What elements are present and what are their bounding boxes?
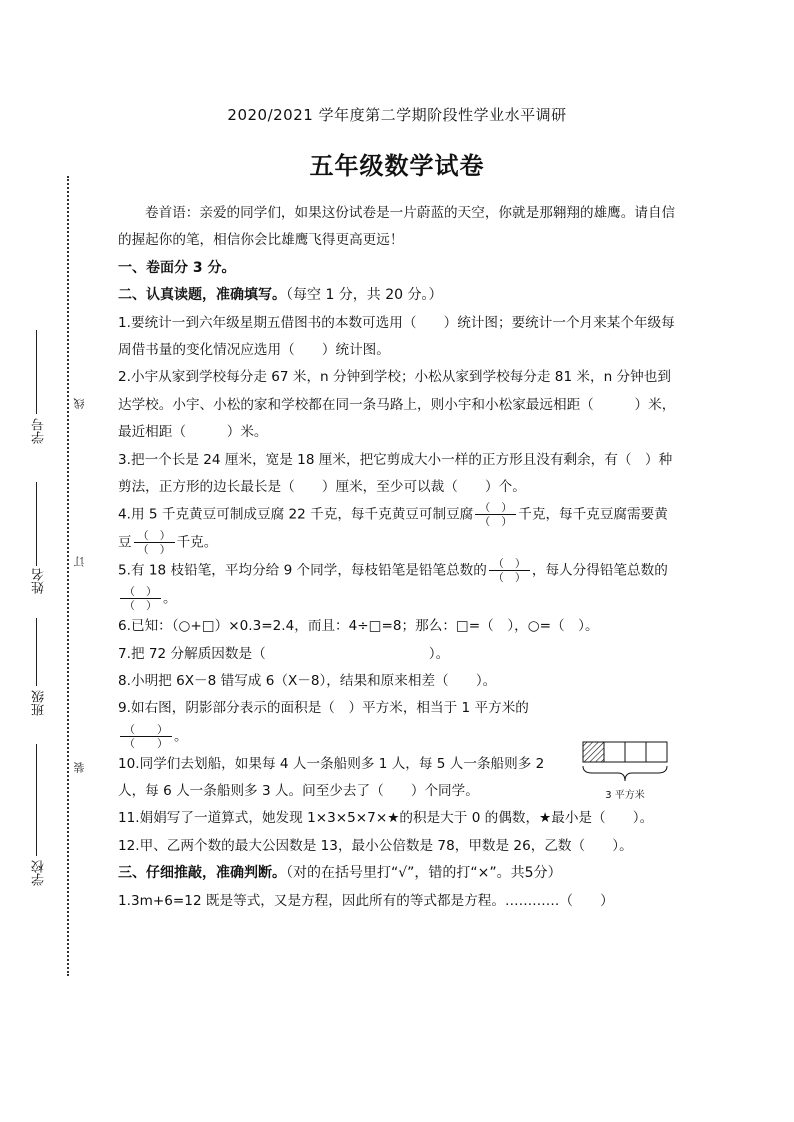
class-line [36, 618, 37, 686]
section-3-heading [118, 860, 678, 887]
section-2-note: （每空 1 分，共 20 分。） [286, 287, 443, 304]
fraction-numerator-blank: （ ） [120, 723, 172, 737]
fraction-numerator-blank: （ ） [134, 529, 175, 543]
question-5 [118, 557, 678, 613]
question-9 [118, 695, 568, 750]
cell [646, 742, 667, 762]
q9-figure-caption: 3 平方米 [605, 790, 645, 801]
margin-line-char: 线 [73, 398, 86, 409]
fraction-denominator-blank: （ ） [124, 736, 168, 750]
question-7: 7.把 72 分解质因数是（ ）。 [118, 645, 450, 662]
fraction-denominator-blank: （ ） [137, 543, 171, 557]
q9-part2: 。 [174, 728, 188, 745]
margin-bind-char: 订 [73, 556, 86, 567]
q5-part2: ，每人分得铅笔总数的 [531, 562, 668, 579]
exam-subtitle: 2020/2021 学年度第二学期阶段性学业水平调研 [227, 106, 567, 124]
q4-part3: 千克。 [176, 534, 218, 551]
fraction-numerator-blank: （ ） [120, 585, 161, 599]
school-line [36, 744, 37, 856]
name-line [36, 482, 37, 566]
fraction-numerator-blank: （ ） [489, 557, 530, 571]
q5-fraction-1 [489, 557, 530, 584]
shaded-cell [583, 742, 604, 762]
name-label: 姓名 [32, 568, 47, 594]
school-label: 学校 [32, 860, 47, 886]
fraction-numerator-blank: （ ） [475, 501, 516, 515]
q5-fraction-2 [120, 585, 161, 612]
q9-area-figure [582, 741, 668, 785]
exam-title: 五年级数学试卷 [309, 152, 485, 180]
class-label: 班级 [32, 690, 47, 716]
question-10: 10.同学们去划船，如果每 4 人一条船则多 1 人，每 5 人一条船则多 2 人，每 6 人一条船则多 3 人。问至少去了（ ）个同学。 [118, 755, 545, 800]
q4-fraction-1 [475, 501, 516, 528]
judgement-1: 1.3m+6=12 既是等式，又是方程，因此所有的等式都是方程。…………（ ） [118, 892, 614, 909]
section-1-heading: 一、卷面分 3 分。 [118, 259, 236, 276]
question-6: 6.已知：（○+□）×0.3=2.4，而且：4÷□=8；那么：□=（ ），○=（ ）。 [118, 618, 599, 635]
binding-dotted-line [67, 176, 69, 976]
fraction-denominator-blank: （ ） [124, 599, 157, 613]
question-8: 8.小明把 6X－8 错写成 6（X－8），结果和原来相差（ ）。 [118, 672, 497, 689]
section-3-label: 三、仔细推敲，准确判断。 [118, 865, 286, 882]
section-3-note: （对的在括号里打“√”，错的打“×”。共5分） [286, 865, 562, 882]
question-2: 2.小宇从家到学校每分走 67 米，n 分钟到学校；小松从家到学校每分走 81 米，n 分钟也到达学校。小宇、小松的家和学校都在同一条马路上，则小宇和小松家最远相距（ ）米，最近相距（ ）米。 [118, 369, 676, 441]
q9-fraction [120, 723, 172, 750]
student-no-line [36, 330, 37, 414]
section-2-label: 二、认真读题，准确填写。 [118, 287, 286, 304]
q5-part1: 5.有 18 枝铅笔，平均分给 9 个同学，每枝铅笔是铅笔总数的 [118, 562, 487, 579]
q4-part1: 4.用 5 千克黄豆可制成豆腐 22 千克，每千克黄豆可制豆腐 [118, 506, 474, 523]
q4-part2: 千克，每千克豆腐需要黄豆 [118, 506, 668, 551]
intro-text: 卷首语：亲爱的同学们，如果这份试卷是一片蔚蓝的天空，你就是那翱翔的雄鹰。请自信的握起你的笔，相信你会比雄鹰飞得更高更远！ [118, 205, 676, 249]
question-12: 12.甲、乙两个数的最大公因数是 13，最小公倍数是 78，甲数是 26，乙数（ ）。 [118, 837, 633, 854]
q5-part3: 。 [163, 590, 177, 607]
question-4 [118, 501, 678, 557]
exam-content [118, 200, 678, 915]
q4-fraction-2 [134, 529, 175, 556]
fraction-denominator-blank: （ ） [492, 571, 526, 585]
brace [583, 766, 667, 781]
fraction-denominator-blank: （ ） [479, 515, 513, 529]
question-1: 1.要统计一到六年级星期五借图书的本数可选用（ ）统计图；要统计一个月来某个年级每周借书量的变化情况应选用（ ）统计图。 [118, 314, 675, 359]
cell [625, 742, 646, 762]
cell [604, 742, 625, 762]
q9-part1: 9.如右图，阴影部分表示的面积是（ ）平方米，相当于 1 平方米的 [118, 700, 529, 717]
student-no-label: 学号 [32, 418, 47, 444]
section-2-heading [118, 282, 678, 309]
question-3: 3.把一个长是 24 厘米，宽是 18 厘米，把它剪成大小一样的正方形且没有剩余，有（ ）种剪法，正方形的边长最长是（ ）厘米，至少可以裁（ ）个。 [118, 451, 673, 496]
question-11: 11.娟娟写了一道算式，她发现 1×3×5×7×★的积是大于 0 的偶数，★最小是（ ）。 [118, 810, 654, 827]
margin-seal-char: 装 [73, 762, 86, 773]
